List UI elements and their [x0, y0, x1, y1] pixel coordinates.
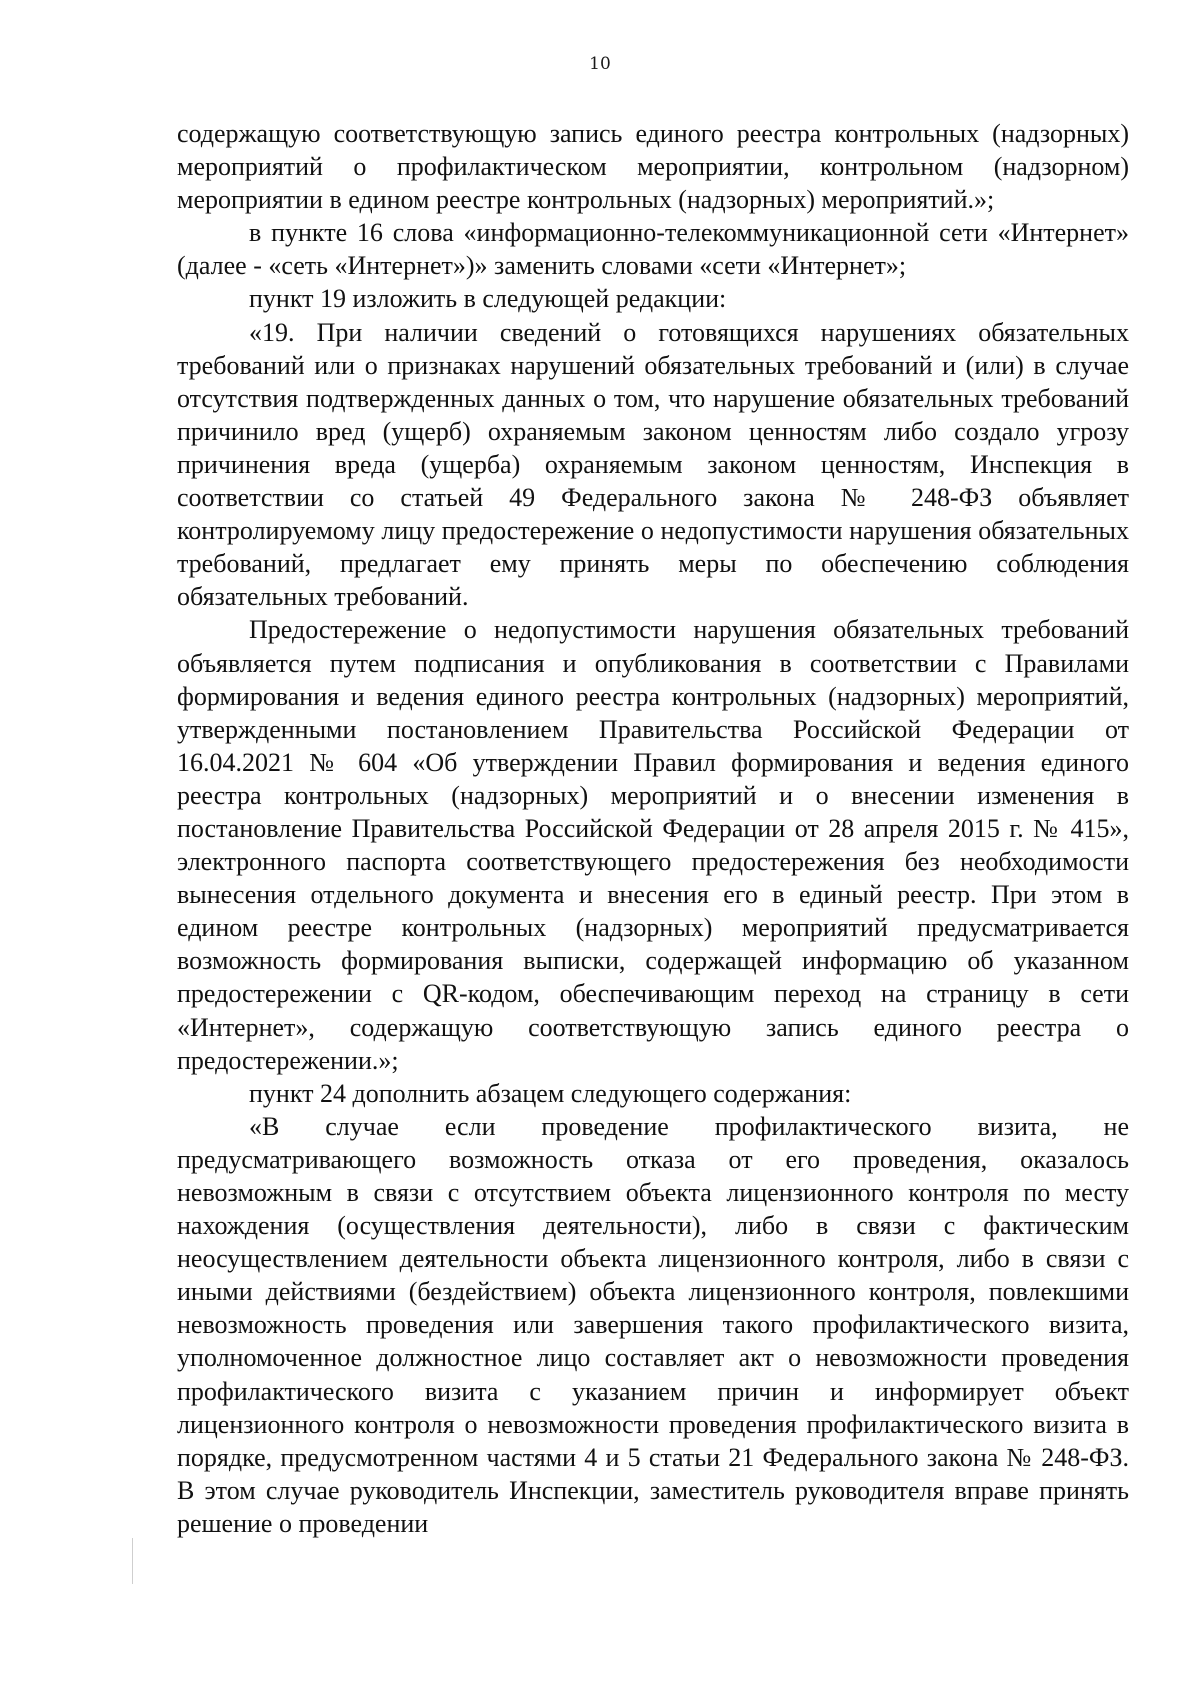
document-body [177, 117, 1129, 1540]
paragraph-item-16: в пункте 16 слова «информационно-телекоммуникационной сети «Интернет» (далее - «сеть «Интернет»)» заменить словами «сети «Интернет»; [177, 218, 1129, 281]
page-number: 10 [589, 54, 611, 74]
paragraph-item-19-text: «19. При наличии сведений о готовящихся нарушениях обязательных требований или о признаках нарушений обязательных требований и (или) в случае отсутствия подтвержденных данных о том, что нарушение обязательных требований причинило вред (ущерб) охраняемым законом ценностям либо создало угрозу причинения вреда (ущерба) охраняемым законом ценностям, Инспекция в соответствии со статьей 49 Федерального закона № 248-ФЗ объявляет контролируемому лицу предостережение о недопустимости нарушения обязательных требований, предлагает ему принять меры по обеспечению соблюдения обязательных требований. [177, 317, 1129, 612]
scan-margin-mark [132, 1538, 133, 1584]
paragraph-item-24-text: «В случае если проведение профилактического визита, не предусматривающего возможность отказа от его проведения, оказалось невозможным в связи с отсутствием объекта лицензионного контроля по месту нахождения (осуществления деятельности), либо в связи с фактическим неосуществлением деятельности объекта лицензионного контроля, либо в связи с иными действиями (бездействием) объекта лицензионного контроля, повлекшими невозможность проведения или завершения такого профилактического визита, уполномоченное должностное лицо составляет акт о невозможности проведения профилактического визита с указанием причин и информирует объект лицензионного контроля о невозможности проведения профилактического визита в порядке, предусмотренном частями 4 и 5 статьи 21 Федерального закона № 248-ФЗ. В этом случае руководитель Инспекции, заместитель руководителя вправе принять решение о проведении [177, 1111, 1129, 1538]
paragraph-continuation: содержащую соответствующую запись единого реестра контрольных (надзорных) мероприятий о профилактическом мероприятии, контрольном (надзорном) мероприятии в едином реестре контрольных (надзорных) мероприятий.»; [177, 119, 1129, 215]
paragraph-item-19-intro: пункт 19 изложить в следующей редакции: [249, 284, 727, 314]
paragraph-item-24-intro: пункт 24 дополнить абзацем следующего содержания: [249, 1078, 852, 1108]
paragraph-warning-announcement: Предостережение о недопустимости нарушения обязательных требований объявляется путем подписания и опубликования в соответствии с Правилами формирования и ведения единого реестра контрольных (надзорных) мероприятий, утвержденными постановлением Правительства Российской Федерации от 16.04.2021 № 604 «Об утверждении Правил формирования и ведения единого реестра контрольных (надзорных) мероприятий и о внесении изменения в постановление Правительства Российской Федерации от 28 апреля 2015 г. № 415», электронного паспорта соответствующего предостережения без необходимости вынесения отдельного документа и внесения его в единый реестр. При этом в едином реестре контрольных (надзорных) мероприятий предусматривается возможность формирования выписки, содержащей информацию об указанном предостережении с QR-кодом, обеспечивающим переход на страницу в сети «Интернет», содержащую соответствующую запись единого реестра о предостережении.»; [177, 615, 1129, 1075]
